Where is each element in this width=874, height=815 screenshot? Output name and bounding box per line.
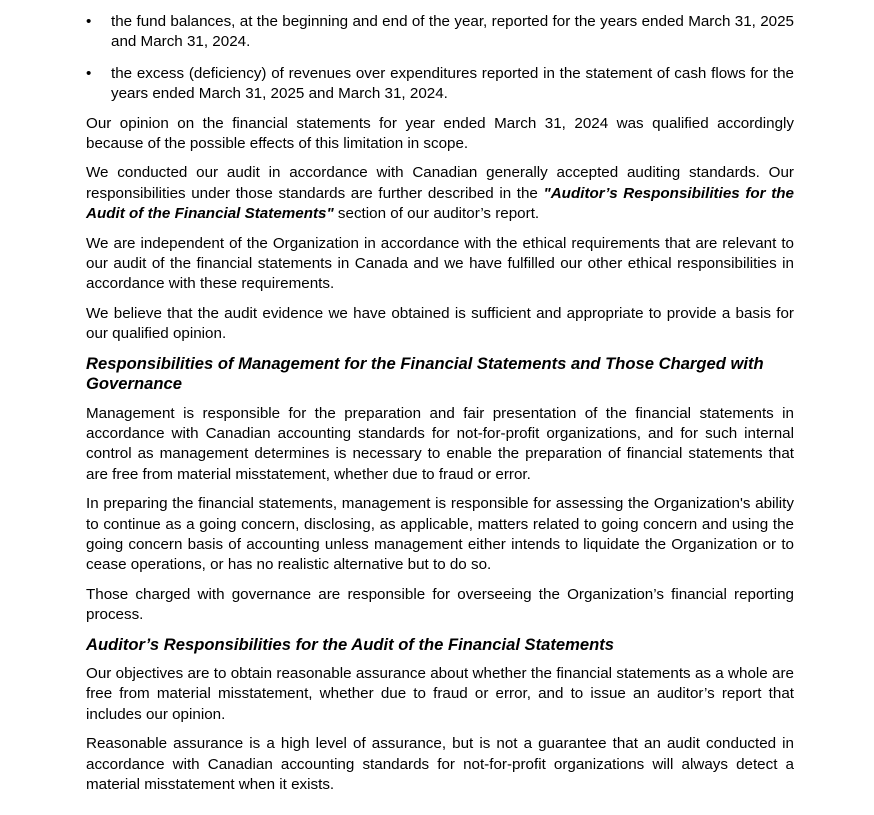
paragraph-audit-evidence: We believe that the audit evidence we have obtained is sufficient and appropriate to provide a basis for our qualified opinion. [86, 304, 794, 343]
paragraph-governance: Those charged with governance are responsible for overseeing the Organization’s financial reporting process. [86, 585, 794, 624]
bullet-marker: • [86, 64, 92, 82]
audit-conducted-text-end: section of our auditor’s report. [333, 205, 540, 223]
document-page [86, 12, 794, 804]
bullet-item-fund-balances [86, 12, 794, 53]
audit-conducted-text-start: We conducted our audit in accordance with Canadian generally accepted auditing standards. Our responsibilities under those standards are further described in the [86, 164, 794, 202]
paragraph-opinion-qualified: Our opinion on the financial statements for year ended March 31, 2024 was qualified accordingly because of the possible effects of this limitation in scope. [86, 114, 794, 153]
heading-auditor-responsibilities: Auditor’s Responsibilities for the Audit of the Financial Statements [86, 634, 614, 654]
bullet-text: the excess (deficiency) of revenues over expenditures reported in the statement of cash flows for the years ended March 31, 2025 and March 31, 2024. [111, 64, 794, 103]
paragraph-audit-conducted [86, 163, 794, 224]
paragraph-independence: We are independent of the Organization in accordance with the ethical requirements that are relevant to our audit of the financial statements in Canada and we have fulfilled our other ethical responsibilities in accordance with these requirements. [86, 234, 794, 293]
paragraph-reasonable-assurance: Reasonable assurance is a high level of assurance, but is not a guarantee that an audit conducted in accordance with Canadian accounting standards for not-for-profit organizations will always detect a material misstatement when it exists. [86, 735, 794, 793]
bullet-item-excess-deficiency [86, 64, 794, 105]
paragraph-management-responsible: Management is responsible for the preparation and fair presentation of the financial statements in accordance with Canadian accounting standards for not-for-profit organizations, and for such internal control as management determines is necessary to enable the preparation of financial statements that are free from material misstatement, whether due to fraud or error. [86, 404, 794, 483]
heading-management-responsibilities: Responsibilities of Management for the Financial Statements and Those Charged with Governance [86, 353, 764, 394]
bullet-marker: • [86, 13, 92, 30]
auditor-responsibilities-reference: "Auditor’s Responsibilities for the Audit of the Financial Statements" [86, 184, 794, 223]
paragraph-objectives: Our objectives are to obtain reasonable assurance about whether the financial statements as a whole are free from material misstatement, whether due to fraud or error, and to issue an auditor’s report that includes our opinion. [86, 664, 794, 723]
paragraph-going-concern: In preparing the financial statements, management is responsible for assessing the Organization's ability to continue as a going concern, disclosing, as applicable, matters related to going concern and using the going concern basis of accounting unless management either intends to liquidate the Organization or to cease operations, or has no realistic alternative but to do so. [86, 495, 794, 574]
bullet-text: the fund balances, at the beginning and end of the year, reported for the years ended March 31, 2025 and March 31, 2024. [111, 13, 794, 51]
